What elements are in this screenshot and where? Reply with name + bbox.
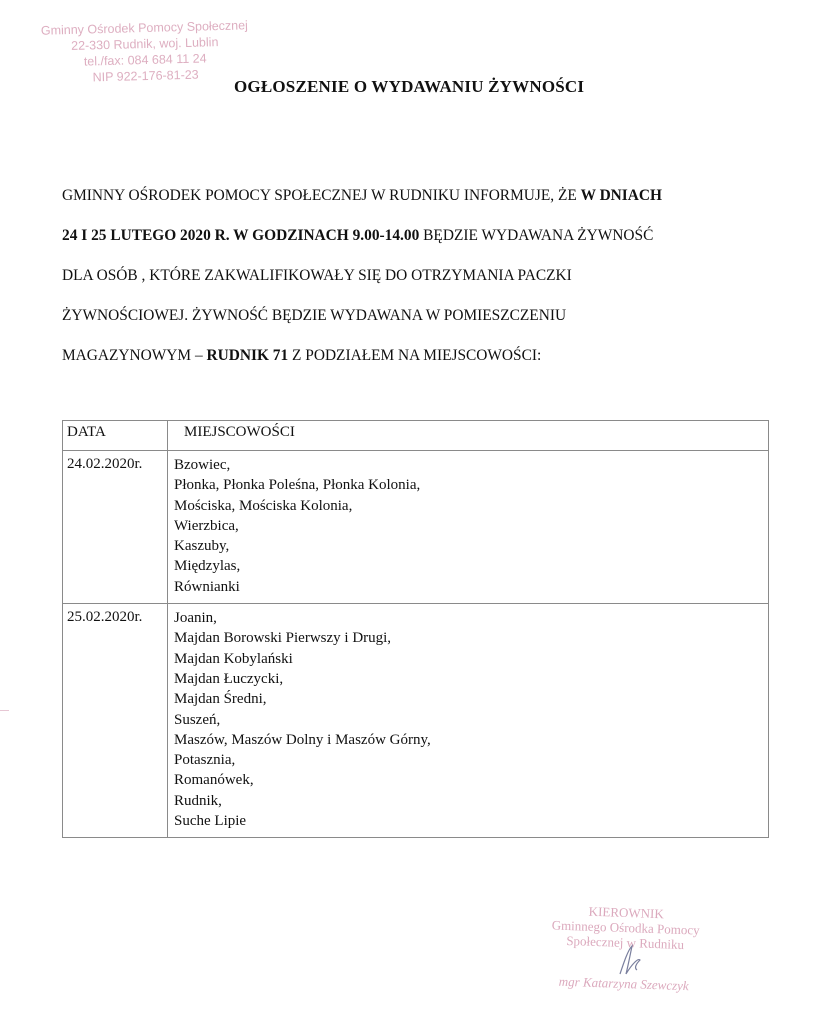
paragraph-line-4: ŻYWNOŚCIOWEJ. ŻYWNOŚĆ BĘDZIE WYDAWANA W POMIESZCZENIU: [62, 307, 567, 324]
table-body: [63, 451, 769, 838]
place-name: Kaszuby,: [174, 538, 230, 555]
place-name: Romanówek,: [174, 772, 254, 789]
stamp-line: 22-330 Rudnik, woj. Lublin: [70, 35, 219, 53]
place-name: Mościska, Mościska Kolonia,: [174, 497, 353, 514]
places-cell: [168, 604, 769, 838]
paragraph-line-1: [62, 176, 782, 216]
stamp-line: Gminny Ośrodek Pomocy Społecznej: [40, 18, 249, 38]
places-column-header: MIEJSCOWOŚCI: [168, 421, 769, 451]
place-name: Suszeń,: [174, 711, 221, 728]
director-name: mgr Katarzyna Szewczyk: [558, 973, 689, 994]
paragraph-line-3: DLA OSÓB , KTÓRE ZAKWALIFIKOWAŁY SIĘ DO OTRZYMANIA PACZKI: [62, 267, 572, 284]
places-cell: [168, 451, 769, 604]
place-name: Suche Lipie: [174, 813, 247, 830]
place-name: Potasznia,: [174, 752, 236, 769]
paragraph-line-5: [62, 336, 782, 376]
place-name: Równianki: [174, 578, 240, 595]
stamp-line: Społecznej w Rudniku: [566, 932, 685, 953]
place-name: Bzowiec,: [174, 457, 231, 473]
place-name: Płonka, Płonka Poleśna, Płonka Kolonia,: [174, 477, 421, 494]
date-cell: 25.02.2020r.: [63, 604, 168, 838]
stamp-line: NIP 922-176-81-23: [92, 67, 199, 85]
stamp-line: tel./fax: 084 684 11 24: [83, 51, 207, 69]
table-row: [63, 451, 769, 604]
paragraph-emphasis: RUDNIK 71: [206, 347, 289, 364]
announcement-paragraph: [62, 176, 782, 376]
page-edge-mark: [0, 710, 9, 711]
place-name: Majdan Łuczycki,: [174, 670, 284, 687]
place-name: Majdan Borowski Pierwszy i Drugi,: [174, 630, 392, 647]
stamp-line: Gminnego Ośrodka Pomocy: [551, 917, 700, 938]
stamp-line: KIEROWNIK: [588, 903, 665, 922]
paragraph-emphasis: 24 I 25 LUTEGO 2020 R. W GODZINACH 9.00-14.00: [62, 227, 420, 244]
table-row: [63, 604, 769, 838]
distribution-table: [62, 420, 769, 838]
place-name: Majdan Średni,: [174, 691, 267, 708]
place-name: Wierzbica,: [174, 517, 239, 534]
date-cell: 24.02.2020r.: [63, 451, 168, 604]
paragraph-text: MAGAZYNOWYM –: [62, 347, 207, 364]
document-title: OGŁOSZENIE O WYDAWANIU ŻYWNOŚCI: [234, 77, 585, 96]
table-header-row: [63, 421, 769, 451]
place-name: Joanin,: [174, 610, 217, 627]
paragraph-text: Z PODZIAŁEM NA MIEJSCOWOŚCI:: [288, 347, 542, 364]
place-name: Maszów, Maszów Dolny i Maszów Górny,: [174, 731, 431, 748]
paragraph-emphasis: W DNIACH: [580, 187, 662, 204]
paragraph-text: BĘDZIE WYDAWANA ŻYWNOŚĆ: [419, 227, 654, 244]
paragraph-text: GMINNY OŚRODEK POMOCY SPOŁECZNEJ W RUDNIKU INFORMUJE, ŻE: [62, 187, 581, 204]
place-name: Majdan Kobylański: [174, 650, 293, 667]
place-name: Rudnik,: [174, 792, 222, 809]
paragraph-line-2: [62, 216, 782, 256]
office-stamp: [39, 17, 251, 86]
date-column-header: DATA: [63, 421, 168, 451]
signature-drawing: [610, 940, 650, 980]
place-name: Międzylas,: [174, 558, 241, 575]
handwritten-signature: [610, 940, 650, 985]
